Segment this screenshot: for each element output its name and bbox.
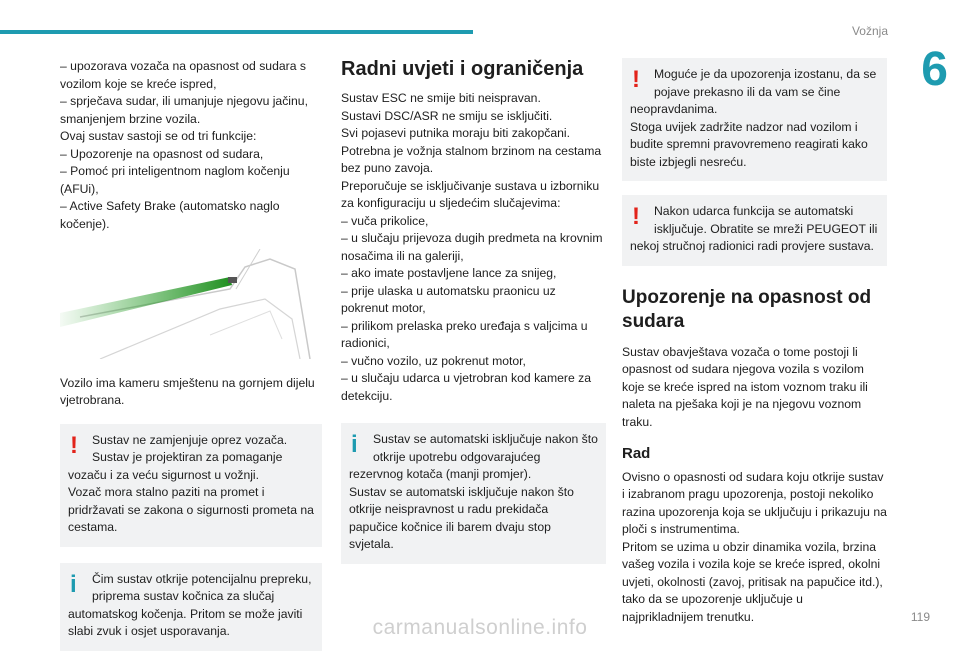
warning-text-first: Sustav ne zamjenjuje oprez vozača. Sustav je projektiran za pomaganje (92, 432, 288, 464)
info-icon: i (351, 431, 358, 458)
subsection-heading: Rad (622, 445, 651, 462)
info-box (341, 423, 606, 564)
section-heading: Upozorenje na opasnost od sudara (622, 286, 872, 332)
watermark-text: carmanualsonline.info (372, 616, 588, 639)
conditions-text: Sustav ESC ne smije biti neispravan. Sustavi DSC/ASR ne smiju se isključiti. Svi pojasevi putnika moraju biti zakopčani. Potrebna je vožnja stalnom brzinom na cestama bez puno zavoja. Preporučuje se isključivanje sustava u izborniku za konfiguraciju u sljedećim slučajevima: – vuča prikolice, – u slučaju prijevoza dugih predmeta na krovnim nosačima ili na galeriji, – ako imate postavljene lance za snijeg, – prije ulaska u automatsku praonicu uz pokrenut motor, – prilikom prelaska preko uređaja s valjcima u radionici, – vučno vozilo, uz pokrenut motor, – u slučaju udarca u vjetrobran kod kamere za detekciju. (341, 91, 603, 403)
warning-text: neopravdanima. Stoga uvijek zadržite nadzor nad vozilom i budite spremni pravovremeno reagirati kako biste izbjegli nesreću. (630, 102, 868, 169)
column-middle (341, 58, 606, 564)
warning-icon: ! (632, 66, 640, 93)
column-left (60, 58, 322, 651)
warning-icon: ! (70, 431, 78, 459)
section-title: Vožnja (851, 24, 888, 38)
windshield-camera-illustration (60, 249, 322, 359)
intro-text: – upozorava vozača na opasnost od sudara s vozilom koje se kreće ispred, – sprječava sudar, ili umanjuje njegovu jačinu, smanjenjem brzine vozila. Ovaj sustav sastoji se od tri funkcije: – Upozorenje na opasnost od sudara, – Pomoć pri inteligentnom naglom kočenju (AFUi), – Active Safety Brake (automatsko naglo kočenje). (60, 59, 308, 231)
collision-warning-text: Sustav obavještava vozača o tome postoji li opasnost od sudara njegova vozila s vozilom koje se kreće ispred na istom voznom traku ili naleta na pješaka koji je na njegovu voznom traku. (622, 344, 868, 429)
warning-box (622, 58, 887, 181)
operation-text: Ovisno o opasnosti od sudara koju otkrije sustav i izabranom pragu upozorenja, postoji nekoliko razina upozorenja koja se uključuju i prikazuju na ploči s instrumentima. Pritom se uzima u obzir dinamika vozila, brzina vašeg vozila i vozila koje se kreće ispred, okolni uvjeti, okolnosti (zavoj, pritisak na papučice itd.), tako da se upozorenje uključuje u najprikladnijem trenutku. (622, 469, 887, 624)
info-text: rezervnog kotača (manji promjer). Sustav se automatski isključuje nakon što otkrije neispravnost u radu prekidača papučice kočnice ili barem dvaju stop svjetala. (349, 467, 574, 551)
warning-text: vozaču i za veću sigurnost u vožnji. Vozač mora stalno paziti na promet i pridržavati se zakona o sigurnosti prometa na cestama. (68, 467, 314, 534)
warning-text: nekoj stručnoj radionici radi provjere sustava. (630, 239, 874, 253)
camera-text: Vozilo ima kameru smještenu na gornjem dijelu vjetrobrana. (60, 375, 315, 407)
column-right (622, 58, 887, 626)
warning-icon: ! (632, 203, 640, 230)
header-accent-bar (0, 30, 473, 34)
warning-text-first: Nakon udarca funkcija se automatski isključuje. Obratite se mreži PEUGEOT ili (654, 204, 878, 236)
page-number: 119 (910, 610, 930, 624)
warning-box (622, 195, 887, 266)
warning-text-first: Moguće je da upozorenja izostanu, da se pojave prekasno ili da vam se čine (654, 67, 877, 99)
info-icon: i (70, 570, 77, 598)
section-heading: Radni uvjeti i ograničenja (341, 58, 584, 80)
info-text-first: Čim sustav otkrije potencijalnu prepreku, priprema sustav kočnica za slučaj (92, 571, 312, 603)
info-text-first: Sustav se automatski isključuje nakon što otkrije upotrebu odgovarajućeg (373, 432, 598, 464)
chapter-number: 6 (921, 43, 948, 96)
info-text: automatskog kočenja. Pritom se može javiti slabi zvuk i osjet usporavanja. (68, 606, 303, 638)
warning-box (60, 424, 322, 547)
